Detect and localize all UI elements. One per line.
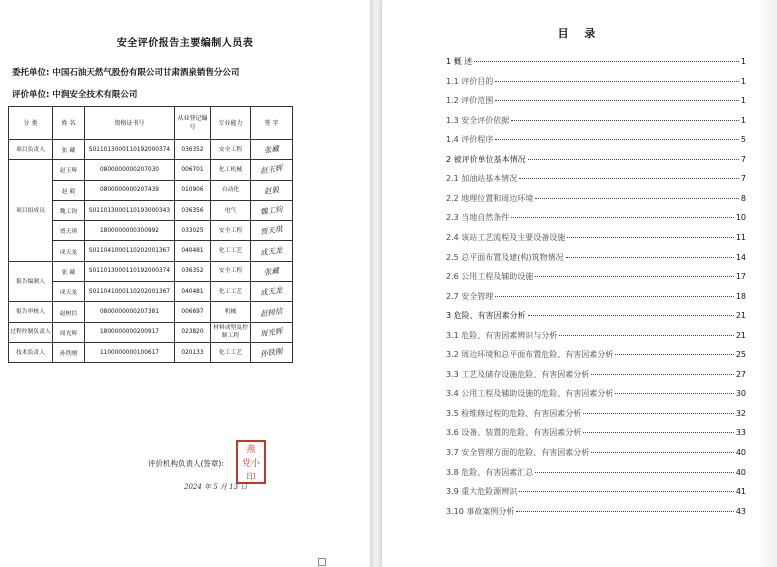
toc-entry[interactable] <box>446 134 746 146</box>
client-line <box>12 66 239 78</box>
table-row <box>9 140 293 160</box>
header-name: 姓 名 <box>53 107 85 140</box>
cell-name: 赵 毅 <box>53 180 85 200</box>
toc-leader-dots <box>511 120 739 121</box>
cell-cert: 0800000000207439 <box>85 180 175 200</box>
cell-name: 孙铁刚 <box>53 342 85 362</box>
toc-leader-dots <box>519 491 734 492</box>
cell-skill: 化工工艺 <box>211 342 251 362</box>
table-row <box>9 322 293 342</box>
toc-entry-title: 3.8 危险、有害因素汇总 <box>446 467 534 477</box>
cell-reg: 006697 <box>175 302 211 322</box>
header-cert: 资格证书号 <box>85 107 175 140</box>
cell-cert: 1100000000100617 <box>85 342 175 362</box>
toc-leader-dots <box>583 413 734 414</box>
handwritten-signature: 成天龙 <box>259 245 284 258</box>
toc-entry[interactable] <box>446 154 746 166</box>
toc-entry-title: 3.1 危险、有害因素辨识与分析 <box>446 330 558 340</box>
table-row <box>9 302 293 322</box>
cell-name: 贾天琪 <box>53 221 85 241</box>
toc-entry[interactable] <box>446 330 746 342</box>
toc-entry[interactable] <box>446 212 746 224</box>
handwritten-signature: 张藏 <box>263 265 280 277</box>
toc-entry[interactable] <box>446 369 746 381</box>
cell-skill: 安全工程 <box>211 140 251 160</box>
cell-skill: 自动化 <box>211 180 251 200</box>
cell-reg: 036352 <box>175 261 211 281</box>
header-skill: 专业能力 <box>211 107 251 140</box>
toc-leader-dots <box>591 452 734 453</box>
cell-skill: 安全工程 <box>211 261 251 281</box>
handwritten-signature: 赵毅 <box>263 184 280 196</box>
toc-entry[interactable] <box>446 252 746 264</box>
page-edge <box>757 0 777 567</box>
toc-entry-page: 41 <box>735 487 746 497</box>
cell-reg: 033025 <box>175 221 211 241</box>
cell-category: 报告编制人 <box>9 261 53 302</box>
toc-leader-dots <box>495 100 739 101</box>
cell-signature <box>251 282 293 302</box>
toc-entry[interactable] <box>446 427 746 439</box>
cell-signature <box>251 302 293 322</box>
toc-entry-page: 25 <box>735 350 746 360</box>
toc-entry-title: 3.5 检维修过程的危险、有害因素分析 <box>446 408 582 418</box>
toc-leader-dots <box>566 257 734 258</box>
toc-entry-page: 8 <box>740 193 746 203</box>
toc-entry-title: 3.10 事故案例分析 <box>446 506 515 516</box>
toc-entry-title: 1.1 评价目的 <box>446 76 494 86</box>
cell-category: 报告审核人 <box>9 302 53 322</box>
toc-leader-dots <box>591 374 734 375</box>
table-row <box>9 261 293 281</box>
org-sign-label: 评价机构负责人(签章): <box>148 459 224 468</box>
app-logo-icon <box>318 558 326 566</box>
cell-reg: 036352 <box>175 140 211 160</box>
toc-entry[interactable] <box>446 193 746 205</box>
cell-cert: S011013000110193000343 <box>85 200 175 220</box>
cell-cert: 1800000000300992 <box>85 221 175 241</box>
toc-entry-title: 3.6 设备、装置的危险、有害因素分析 <box>446 428 582 438</box>
toc-entry-title: 3.2 周边环境和总平面布置危险、有害因素分析 <box>446 350 614 360</box>
client-value: 中国石油天然气股份有限公司甘肃酒泉销售分公司 <box>52 68 240 78</box>
toc-entry[interactable] <box>446 486 746 498</box>
cell-name: 成天龙 <box>53 241 85 261</box>
cell-cert: S011013000110192000374 <box>85 261 175 281</box>
toc-entry[interactable] <box>446 447 746 459</box>
cell-signature <box>251 221 293 241</box>
header-signature: 签 字 <box>251 107 293 140</box>
toc-entry-page: 5 <box>740 135 746 145</box>
toc-entry-title: 1.4 评价程序 <box>446 135 494 145</box>
cell-skill: 化工机械 <box>211 160 251 180</box>
header-reg: 从业登记编号 <box>175 107 211 140</box>
cell-skill: 安全工程 <box>211 221 251 241</box>
cell-category: 项目负责人 <box>9 140 53 160</box>
sign-date: 2024 年 5 月 13 日 <box>184 483 248 491</box>
cell-name: 赵玉辉 <box>53 160 85 180</box>
toc-entry-title: 3.7 安全管理方面的危险、有害因素分析 <box>446 448 590 457</box>
toc-entry-title: 3.9 重大危险源辨识 <box>446 487 518 497</box>
toc-entry[interactable] <box>446 232 746 244</box>
handwritten-signature: 赵玉辉 <box>259 163 284 176</box>
toc-entry-title: 1.3 安全评价依据 <box>446 115 510 125</box>
cell-signature <box>251 180 293 200</box>
toc-entry-title: 1.2 评价范围 <box>446 96 494 106</box>
cell-category: 技术负责人 <box>9 342 53 362</box>
toc-entry-page: 1 <box>740 115 746 125</box>
handwritten-signature: 周光辉 <box>259 326 284 339</box>
cell-reg: 040481 <box>175 282 211 302</box>
cell-skill: 机械 <box>211 302 251 322</box>
toc-entry-title: 2.5 总平面布置及建(构)筑物情况 <box>446 252 564 262</box>
cell-reg: 010906 <box>175 180 211 200</box>
toc-entry-title: 2 被评价单位基本情况 <box>446 154 526 164</box>
stamp-line-3: 印 <box>246 473 256 483</box>
toc-leader-dots <box>567 237 734 238</box>
toc-entry[interactable] <box>446 271 746 283</box>
toc-entry-page: 27 <box>735 369 746 379</box>
toc-entry-page: 10 <box>735 213 746 223</box>
cell-signature <box>251 241 293 261</box>
toc-entry-title: 2.6 公用工程及辅助设施 <box>446 272 534 282</box>
toc-leader-dots <box>495 81 739 82</box>
cell-name: 成天龙 <box>53 282 85 302</box>
toc-leader-dots <box>528 159 739 160</box>
staff-table <box>8 106 293 363</box>
cell-cert: S011041000110202001367 <box>85 241 175 261</box>
cell-signature <box>251 322 293 342</box>
cell-reg: 040481 <box>175 241 211 261</box>
evaluator-line <box>12 88 137 100</box>
toc-leader-dots <box>615 393 734 394</box>
toc-entry-page: 18 <box>735 291 746 301</box>
toc-entry-page: 1 <box>740 76 746 86</box>
cell-category: 过程控制负责人 <box>9 322 53 342</box>
toc-entry[interactable] <box>446 95 746 107</box>
cell-signature <box>251 200 293 220</box>
cell-cert: 0800000000207381 <box>85 302 175 322</box>
toc-entry-page: 33 <box>735 428 746 438</box>
toc-entry-page: 40 <box>735 467 746 477</box>
handwritten-signature: 孙铁刚 <box>259 346 284 359</box>
toc-entry[interactable] <box>446 467 746 479</box>
toc-entry-page: 21 <box>735 330 746 340</box>
toc-entry-page: 21 <box>735 311 746 321</box>
cell-signature <box>251 140 293 160</box>
evaluator-value: 中润安全技术有限公司 <box>52 90 138 100</box>
toc-entry-title: 2.1 加油站基本情况 <box>446 174 518 184</box>
toc-entry-page: 32 <box>735 408 746 418</box>
toc-leader-dots <box>474 61 739 62</box>
toc-leader-dots <box>519 178 739 179</box>
cell-name: 张 藏 <box>53 261 85 281</box>
stamp-line-1: 燕 <box>246 445 256 455</box>
toc-leader-dots <box>535 198 739 199</box>
toc-entry-title: 2.2 地理位置和周边环境 <box>446 193 534 203</box>
cell-signature <box>251 160 293 180</box>
cell-signature <box>251 342 293 362</box>
table-header-row <box>9 107 293 140</box>
toc-entry[interactable] <box>446 388 746 400</box>
toc-entry-page: 30 <box>735 389 746 399</box>
cell-reg: 020133 <box>175 342 211 362</box>
toc-leader-dots <box>615 354 734 355</box>
cell-name: 赵树信 <box>53 302 85 322</box>
cell-reg: 036356 <box>175 200 211 220</box>
table-row <box>9 160 293 180</box>
toc-entry[interactable] <box>446 506 746 518</box>
staff-table-title: 安全评价报告主要编制人员表 <box>116 38 254 49</box>
toc-entry-title: 2.4 该站工艺流程及主要设备设施 <box>446 232 566 242</box>
toc-entry-page: 11 <box>735 232 746 242</box>
handwritten-signature: 魏工钧 <box>259 204 284 217</box>
stamp-line-2: 党小 <box>241 459 260 469</box>
toc-leader-dots <box>511 217 734 218</box>
toc-entry-title: 1 概 述 <box>446 57 473 66</box>
evaluator-label: 评价单位: <box>12 90 50 100</box>
header-category: 分 类 <box>9 107 53 140</box>
toc-title: 目 录 <box>557 27 602 40</box>
toc-entry-page: 17 <box>735 272 746 282</box>
toc-entry-page: 1 <box>740 96 746 106</box>
cell-cert: 0800000000207030 <box>85 160 175 180</box>
handwritten-signature: 贾天琪 <box>259 224 284 237</box>
cell-reg: 006701 <box>175 160 211 180</box>
cell-cert: 1800000000200917 <box>85 322 175 342</box>
cell-skill: 材料成型及控制工程 <box>211 322 251 342</box>
toc-entry-title: 3 危险、有害因素分析 <box>446 311 526 321</box>
toc-entry-title: 3.3 工艺及储存设施危险、有害因素分析 <box>446 369 590 379</box>
toc-entry-title: 2.3 当地自然条件 <box>446 213 510 223</box>
cell-skill: 化工工艺 <box>211 241 251 261</box>
toc-entry-page: 40 <box>735 448 746 457</box>
toc-leader-dots <box>535 276 734 277</box>
handwritten-signature: 张藏 <box>263 144 280 156</box>
client-label: 委托单位: <box>12 68 50 78</box>
toc-entry[interactable] <box>446 349 746 361</box>
stamp-seal <box>236 440 266 484</box>
toc-entry[interactable] <box>446 76 746 88</box>
cell-skill: 化工工艺 <box>211 282 251 302</box>
cell-name: 张 藏 <box>53 140 85 160</box>
cell-category: 项目组成员 <box>9 160 53 261</box>
toc-leader-dots <box>559 335 734 336</box>
toc-leader-dots <box>495 296 734 297</box>
toc-entry[interactable] <box>446 291 746 303</box>
cell-name: 魏工钧 <box>53 200 85 220</box>
table-row <box>9 342 293 362</box>
toc-entry-page: 43 <box>735 506 746 516</box>
toc-entry[interactable] <box>446 310 746 322</box>
toc-entry[interactable] <box>446 173 746 185</box>
cell-cert: S011041000110202001367 <box>85 282 175 302</box>
cell-name: 周光辉 <box>53 322 85 342</box>
toc-entry-page: 1 <box>740 57 746 66</box>
toc-entry[interactable] <box>446 408 746 420</box>
toc-leader-dots <box>535 472 734 473</box>
handwritten-signature: 成天龙 <box>259 285 284 298</box>
toc-entry[interactable] <box>446 115 746 127</box>
toc-entry-page: 7 <box>740 174 746 184</box>
toc-leader-dots <box>583 432 734 433</box>
toc-entry-page: 7 <box>740 154 746 164</box>
toc-entry-title: 2.7 安全管理 <box>446 291 494 301</box>
page-gutter <box>370 0 382 567</box>
cell-reg: 023820 <box>175 322 211 342</box>
toc-entry[interactable] <box>446 56 746 68</box>
handwritten-signature: 赵树信 <box>259 305 284 319</box>
toc-entry-title: 3.4 公用工程及辅助设施的危险、有害因素分析 <box>446 389 614 399</box>
cell-cert: S011013000110192000374 <box>85 140 175 160</box>
cell-skill: 电气 <box>211 200 251 220</box>
toc-leader-dots <box>528 315 734 316</box>
toc-leader-dots <box>495 139 739 140</box>
toc-entry-page: 14 <box>735 252 746 262</box>
cell-signature <box>251 261 293 281</box>
toc-leader-dots <box>516 511 733 512</box>
